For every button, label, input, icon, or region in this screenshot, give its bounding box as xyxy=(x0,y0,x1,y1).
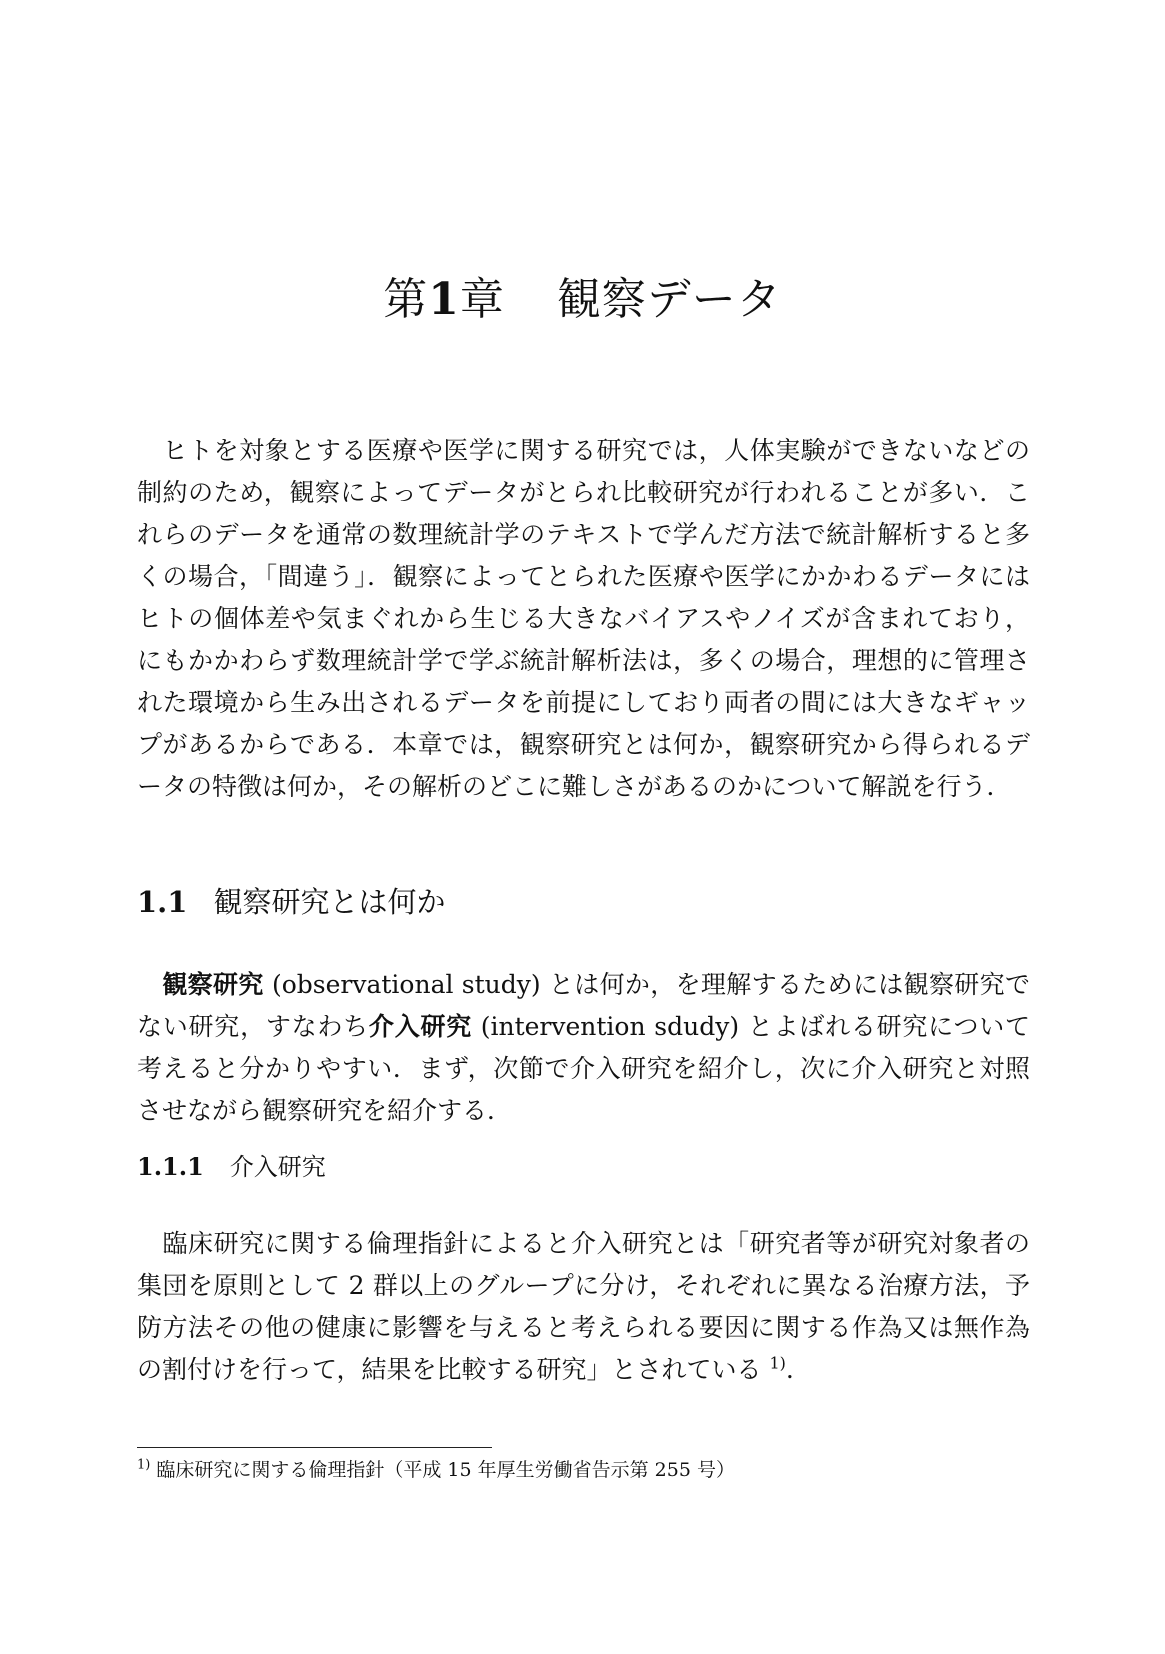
subsection-paragraph xyxy=(137,1223,1030,1391)
intro-text: ヒトを対象とする医療や医学に関する研究では，人体実験ができないなどの制約のため，観察によってデータがとられ比較研究が行われることが多い．これらのデータを通常の数理統計学のテキストで学んだ方法で統計解析すると多くの場合，「間違う」．観察によってとられた医療や医学にかかわるデータにはヒトの個体差や気まぐれから生じる大きなバイアスやノイズが含まれており，にもかかわらず数理統計学で学ぶ統計解析法は，多くの場合，理想的に管理された環境から生み出されるデータを前提にしており両者の間には大きなギャップがあるからである．本章では，観察研究とは何か，観察研究から得られるデータの特徴は何か，その解析のどこに難しさがあるのかについて解説を行う． xyxy=(137,436,1030,801)
subsection-title: 介入研究 xyxy=(229,1153,326,1181)
subsection-heading xyxy=(137,1150,326,1184)
footnote xyxy=(137,1456,735,1484)
chapter-prefix: 第 xyxy=(383,274,429,325)
section-paragraph xyxy=(137,964,1030,1132)
section-text-2: (intervention sdudy) とよばれる研究について考えると分かりやすい．まず，次節で介入研究を紹介し，次に介入研究と対照させながら観察研究を紹介する． xyxy=(137,1012,1030,1125)
footnote-reference[interactable]: 1) xyxy=(769,1353,786,1373)
footnote-marker: 1) xyxy=(137,1457,151,1473)
footnote-text: 臨床研究に関する倫理指針（平成 15 年厚生労働省告示第 255 号） xyxy=(150,1459,735,1481)
chapter-name: 観察データ xyxy=(556,274,782,325)
term-intervention-study: 介入研究 xyxy=(368,1012,472,1041)
chapter-number: 1 xyxy=(428,274,460,325)
term-observational-study: 観察研究 xyxy=(162,970,264,999)
subsection-text: 臨床研究に関する倫理指針によると介入研究とは「研究者等が研究対象者の集団を原則として 2 群以上のグループに分け，それぞれに異なる治療方法，予防方法その他の健康に影響を与えると考えられる要因に関する作為又は無作為の割付けを行って，結果を比較する研究」とされている xyxy=(137,1229,1030,1384)
intro-paragraph xyxy=(137,430,1030,808)
subsection-end: . xyxy=(785,1355,794,1384)
section-heading xyxy=(137,882,445,922)
chapter-suffix: 章 xyxy=(459,274,505,325)
chapter-title xyxy=(0,268,1165,332)
subsection-number: 1.1.1 xyxy=(137,1152,204,1181)
section-number: 1.1 xyxy=(137,885,188,919)
section-title: 観察研究とは何か xyxy=(213,885,446,919)
section-text-1: (observational study) とは何か，を理解するためには観察研究でない研究，すなわち xyxy=(137,970,1030,1041)
footnote-divider xyxy=(137,1447,492,1448)
